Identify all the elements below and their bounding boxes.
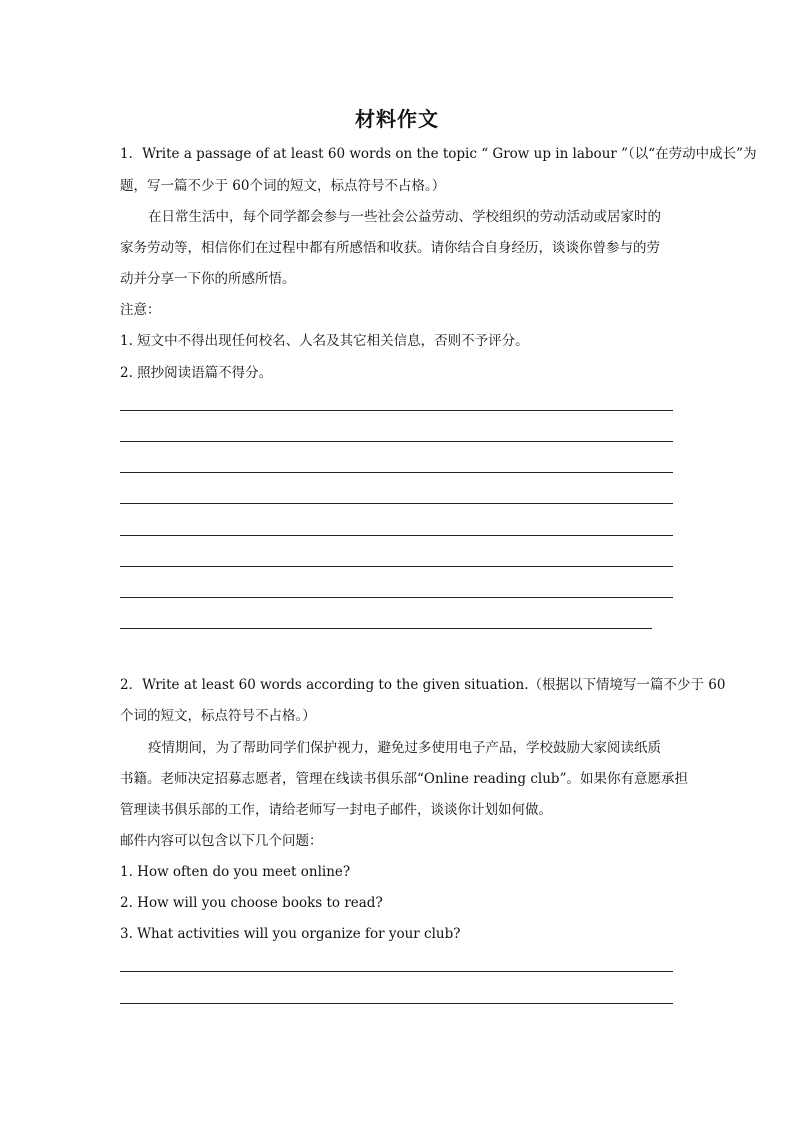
q2-question2: 2. How will you choose books to read? [120, 895, 383, 911]
q1-writing-line[interactable] [120, 535, 673, 536]
q1-note1: 1. 短文中不得出现任何校名、人名及其它相关信息，否则不予评分。 [120, 333, 529, 349]
q2-prompt-line2: 个词的短文，标点符号不占格。） [120, 708, 316, 724]
q1-writing-line[interactable] [120, 503, 673, 504]
q2-body-line1: 疫情期间，为了帮助同学们保护视力，避免过多使用电子产品，学校鼓励大家阅读纸质 [148, 740, 661, 756]
q2-question1: 1. How often do you meet online? [120, 864, 351, 880]
q2-question3: 3. What activities will you organize for your club? [120, 926, 461, 942]
q2-prompt-line1: 2．Write at least 60 words according to the given situation.（根据以下情境写一篇不少于 60 [120, 677, 726, 693]
q1-writing-line[interactable] [120, 597, 673, 598]
q1-body-line2: 家务劳动等，相信你们在过程中都有所感悟和收获。请你结合自身经历，谈谈你曾参与的劳 [120, 240, 660, 256]
q1-writing-line[interactable] [120, 441, 673, 442]
q1-writing-line[interactable] [120, 628, 652, 629]
q2-body-line3: 管理读书俱乐部的工作，请给老师写一封电子邮件，谈谈你计划如何做。 [120, 802, 552, 818]
q1-writing-line[interactable] [120, 410, 673, 411]
q1-prompt-line1: 1．Write a passage of at least 60 words on the topic “ Grow up in labour ”（以“在劳动中成长”为 [120, 146, 757, 162]
q1-body-line3: 动并分享一下你的所感所悟。 [120, 271, 296, 287]
q1-prompt-line2: 题，写一篇不少于 60个词的短文，标点符号不占格。） [120, 178, 446, 194]
q1-note2: 2. 照抄阅读语篇不得分。 [120, 365, 273, 381]
q2-writing-line[interactable] [120, 971, 673, 972]
q1-body-line1: 在日常生活中，每个同学都会参与一些社会公益劳动、学校组织的劳动活动或居家时的 [148, 209, 661, 225]
q1-writing-line[interactable] [120, 472, 673, 473]
q1-note-label: 注意： [120, 302, 161, 318]
q2-hint-label: 邮件内容可以包含以下几个问题： [120, 833, 323, 849]
q2-body-line2: 书籍。老师决定招募志愿者，管理在线读书俱乐部“Online reading club”。如果你有意愿承担 [120, 771, 688, 787]
page-title: 材料作文 [355, 107, 439, 131]
q1-writing-line[interactable] [120, 566, 673, 567]
q2-writing-line[interactable] [120, 1003, 673, 1004]
